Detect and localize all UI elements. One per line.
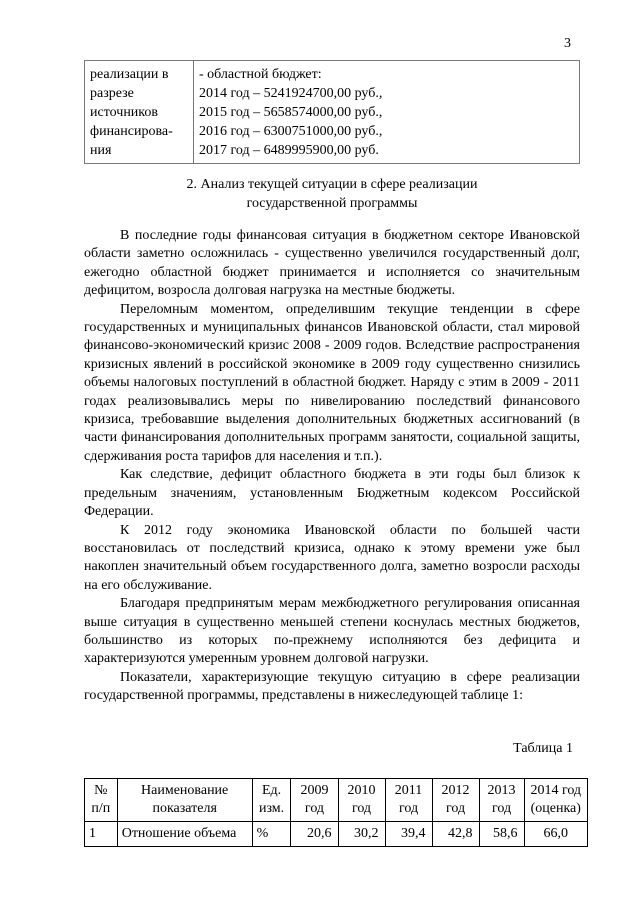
- column-header-line: Ед.: [261, 783, 282, 798]
- table-cell: %: [252, 822, 291, 847]
- section-heading-line: 2. Анализ текущей ситуации в сфере реализации: [186, 177, 478, 192]
- column-header: [252, 779, 291, 822]
- table-row: [85, 61, 580, 164]
- funding-year-line: 2017 год – 6489995900,00 руб.: [199, 143, 379, 158]
- column-header-line: №: [94, 783, 108, 798]
- column-header: [385, 779, 432, 822]
- table-row: [85, 822, 588, 847]
- program-funding-table: [84, 60, 580, 164]
- table-cell: Отношение объема: [117, 822, 252, 847]
- table-header-row: [85, 779, 588, 822]
- column-header-line: 2013: [487, 783, 516, 798]
- column-header: [524, 779, 587, 822]
- funding-label-line: финансирова-: [90, 124, 173, 139]
- section-body: [84, 227, 580, 706]
- paragraph: Переломным моментом, определившим текущие тенденции в сфере государственных и муниципальных финансов Ивановской области, стал мировой финансово-экономический кризис 2008 - 2009 годов. Вследствие распространения кризисных явлений в российской экономике в 2009 году существенно снизились объемы налоговых поступлений в областной бюджет. Наряду с этим в 2009 - 2011 годах реализовывались меры по нивелированию последствий финансового кризиса, требовавшие выделения дополнительных бюджетных ассигнований (в части финансирования дополнительных программ занятости, социальной защиты, сдерживания роста тарифов для населения и т.п.).: [84, 301, 580, 464]
- funding-label-cell: [85, 61, 194, 164]
- page-number: 3: [564, 36, 571, 51]
- column-header-line: год: [351, 801, 372, 816]
- column-header-line: 2009: [300, 783, 329, 798]
- column-header-line: п/п: [91, 801, 111, 816]
- funding-label-line: реализации в: [90, 67, 169, 82]
- funding-year-line: 2015 год – 5658574000,00 руб.,: [199, 105, 383, 120]
- column-header: [479, 779, 524, 822]
- table-cell: 58,6: [479, 822, 524, 847]
- table-cell: 20,6: [291, 822, 338, 847]
- column-header-line: 2011: [394, 783, 423, 798]
- table-cell: 1: [85, 822, 118, 847]
- paragraph: В последние годы финансовая ситуация в бюджетном секторе Ивановской области заметно осложнилась - существенно увеличился государственный долг, ежегодно областной бюджет принимается и исполняется со значительным дефицитом, возросла долговая нагрузка на местные бюджеты.: [84, 228, 580, 299]
- section-heading: [84, 175, 580, 213]
- funding-label-line: ния: [90, 143, 112, 158]
- funding-label-line: источников: [90, 105, 159, 120]
- funding-values-cell: [194, 61, 580, 164]
- paragraph: Благодаря предпринятым мерам межбюджетного регулирования описанная выше ситуация в существенно меньшей степени коснулась местных бюджетов, большинство из которых по-прежнему исполняются без дефицита и характеризуются умеренным уровнем долговой нагрузки.: [84, 596, 580, 667]
- column-header-line: год: [398, 801, 419, 816]
- column-header-line: 2010: [347, 783, 376, 798]
- column-header-line: показателя: [152, 801, 217, 816]
- column-header: [432, 779, 479, 822]
- table-caption: Таблица 1: [513, 741, 573, 756]
- column-header-line: год: [491, 801, 512, 816]
- column-header: [85, 779, 118, 822]
- paragraph: Показатели, характеризующие текущую ситуацию в сфере реализации государственной программы, представлены в нижеследующей таблице 1:: [84, 669, 580, 704]
- funding-label-line: разрезе: [90, 86, 134, 101]
- table-cell: 39,4: [385, 822, 432, 847]
- column-header-line: 2012: [441, 783, 470, 798]
- table-cell: 42,8: [432, 822, 479, 847]
- paragraph: Как следствие, дефицит областного бюджета в эти годы был близок к предельным значениям, установленным Бюджетным кодексом Российской Федерации.: [84, 467, 580, 520]
- column-header-line: (оценка): [530, 801, 581, 816]
- column-header: [338, 779, 385, 822]
- table-cell: 66,0: [524, 822, 587, 847]
- column-header-line: год: [304, 801, 325, 816]
- funding-source-label: - областной бюджет:: [199, 67, 322, 82]
- table-cell: 30,2: [338, 822, 385, 847]
- column-header-line: Наименование: [141, 783, 229, 798]
- column-header: [291, 779, 338, 822]
- indicators-table: [84, 778, 588, 847]
- column-header-line: изм.: [258, 801, 285, 816]
- funding-year-line: 2016 год – 6300751000,00 руб.,: [199, 124, 383, 139]
- paragraph: К 2012 году экономика Ивановской области по большей части восстановилась от последствий кризиса, однако к этому времени уже был накоплен значительный объем государственного долга, заметно возросли расходы на его обслуживание.: [84, 522, 580, 593]
- column-header: [117, 779, 252, 822]
- column-header-line: 2014 год: [530, 783, 582, 798]
- section-heading-line: государственной программы: [246, 196, 418, 211]
- funding-year-line: 2014 год – 5241924700,00 руб.,: [199, 86, 383, 101]
- column-header-line: год: [445, 801, 466, 816]
